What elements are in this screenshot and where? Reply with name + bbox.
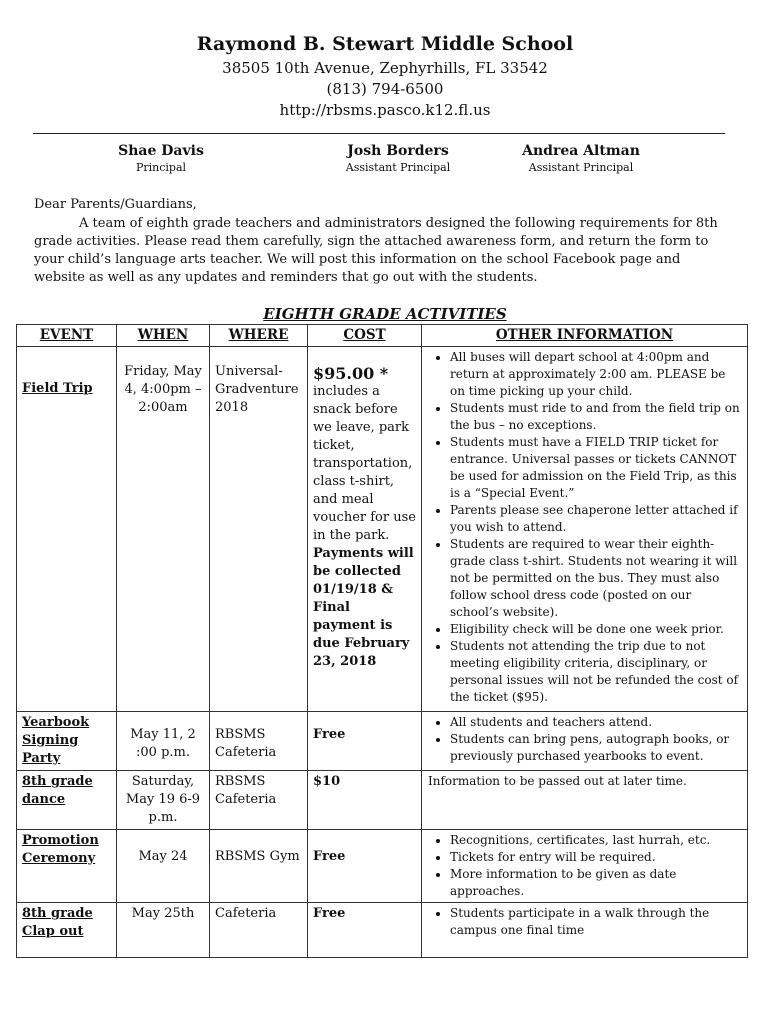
list-item: • All students and teachers attend. [450, 714, 743, 731]
list-item: • More information to be given as date approaches. [450, 866, 743, 900]
when-cell: May 25th [117, 903, 210, 958]
administrator-title: Assistant Principal [345, 161, 451, 174]
list-item: • Tickets for entry will be required. [450, 849, 743, 866]
activities-title: EIGHTH GRADE ACTIVITIES [263, 305, 507, 323]
where-cell: RBSMS Cafeteria [210, 712, 308, 771]
list-item: • Students must ride to and from the field trip on the bus – no exceptions. [450, 400, 743, 434]
info-cell [422, 903, 748, 958]
list-item: • Students not attending the trip due to not meeting eligibility criteria, disciplinary, or personal issues will not be refunded the cost of the ticket ($95). [450, 638, 743, 706]
cost-cell: Free [308, 830, 422, 903]
info-list [428, 832, 743, 900]
table-row [17, 347, 748, 712]
school-website[interactable]: http://rbsms.pasco.k12.fl.us [279, 101, 491, 119]
table-row [17, 903, 748, 958]
administrator-principal [61, 143, 261, 174]
school-phone: (813) 794-6500 [326, 80, 444, 98]
info-text: Information to be passed out at later time. [428, 774, 687, 788]
table-header-row [17, 325, 748, 347]
info-cell [422, 830, 748, 903]
administrator-title: Assistant Principal [528, 161, 634, 174]
where-cell: Universal-Gradventure 2018 [210, 347, 308, 712]
activities-table [16, 324, 748, 958]
cost-cell: Free [308, 712, 422, 771]
where-cell: RBSMS Cafeteria [210, 771, 308, 830]
cost-cell: Free [308, 903, 422, 958]
list-item: • All buses will depart school at 4:00pm and return at approximately 2:00 am. PLEASE be on time picking up your child. [450, 349, 743, 400]
info-list [428, 349, 743, 706]
school-name: Raymond B. Stewart Middle School [196, 33, 574, 55]
table-row [17, 771, 748, 830]
letter-paragraph: A team of eighth grade teachers and administrators designed the following requirements for 8th grade activities. Please read them carefully, sign the attached awareness form, and return the form to your child’s language arts teacher. We will post this information on the school Facebook page and website as well as any updates and reminders that go out with the students. [34, 216, 718, 285]
administrator-assistant-1 [298, 143, 498, 174]
administrator-name: Shae Davis [118, 143, 204, 159]
cost-payment-note: Payments will be collected 01/19/18 & Final payment is due February 23, 2018 [313, 546, 414, 669]
when-cell: Saturday, May 19 6-9 p.m. [117, 771, 210, 830]
administrator-assistant-2 [481, 143, 681, 174]
header-cost: COST [308, 325, 422, 347]
administrator-name: Josh Borders [347, 143, 449, 159]
list-item: • Students are required to wear their eighth-grade class t-shirt. Students not wearing it will not be permitted on the bus. They must also follow school dress code (posted on our school’s website). [450, 536, 743, 621]
info-list [428, 905, 743, 939]
letter-body [34, 196, 734, 287]
event-cell [17, 347, 117, 712]
event-name: 8th grade Clap out [22, 906, 93, 939]
event-cell [17, 903, 117, 958]
list-item: • Eligibility check will be done one week prior. [450, 621, 743, 638]
cost-cell: $10 [308, 771, 422, 830]
where-cell: Cafeteria [210, 903, 308, 958]
event-cell [17, 830, 117, 903]
info-list [428, 714, 743, 765]
event-name: Promotion Ceremony [22, 833, 99, 866]
table-row [17, 830, 748, 903]
event-name: Yearbook Signing Party [22, 715, 90, 766]
administrator-name: Andrea Altman [522, 143, 640, 159]
when-cell: Friday, May 4, 4:00pm – 2:00am [117, 347, 210, 712]
list-item: • Students must have a FIELD TRIP ticket for entrance. Universal passes or tickets CANNOT be used for admission on the Field Trip, as this is a “Special Event.” [450, 434, 743, 502]
header-divider [33, 133, 725, 134]
header-when: WHEN [117, 325, 210, 347]
where-cell: RBSMS Gym [210, 830, 308, 903]
list-item: • Recognitions, certificates, last hurrah, etc. [450, 832, 743, 849]
when-cell: May 11, 2 :00 p.m. [117, 712, 210, 771]
event-name: Field Trip [22, 381, 93, 396]
cost-note: includes a snack before we leave, park ticket, transportation, class t-shirt, and meal voucher for use in the park. [313, 384, 416, 543]
when-cell: May 24 [117, 830, 210, 903]
event-name: 8th grade dance [22, 774, 93, 807]
info-cell [422, 771, 748, 830]
school-address: 38505 10th Avenue, Zephyrhills, FL 33542 [222, 59, 548, 77]
header-event: EVENT [17, 325, 117, 347]
table-row [17, 712, 748, 771]
cost-amount: $95.00 * [313, 364, 389, 383]
list-item: • Parents please see chaperone letter attached if you wish to attend. [450, 502, 743, 536]
event-cell [17, 712, 117, 771]
administrator-title: Principal [135, 161, 187, 174]
list-item: • Students can bring pens, autograph books, or previously purchased yearbooks to event. [450, 731, 743, 765]
info-cell [422, 347, 748, 712]
info-cell [422, 712, 748, 771]
event-cell [17, 771, 117, 830]
header-where: WHERE [210, 325, 308, 347]
header-other-information: OTHER INFORMATION [422, 325, 748, 347]
letter-greeting: Dear Parents/Guardians, [34, 197, 197, 212]
list-item: • Students participate in a walk through the campus one final time [450, 905, 743, 939]
cost-cell [308, 347, 422, 712]
